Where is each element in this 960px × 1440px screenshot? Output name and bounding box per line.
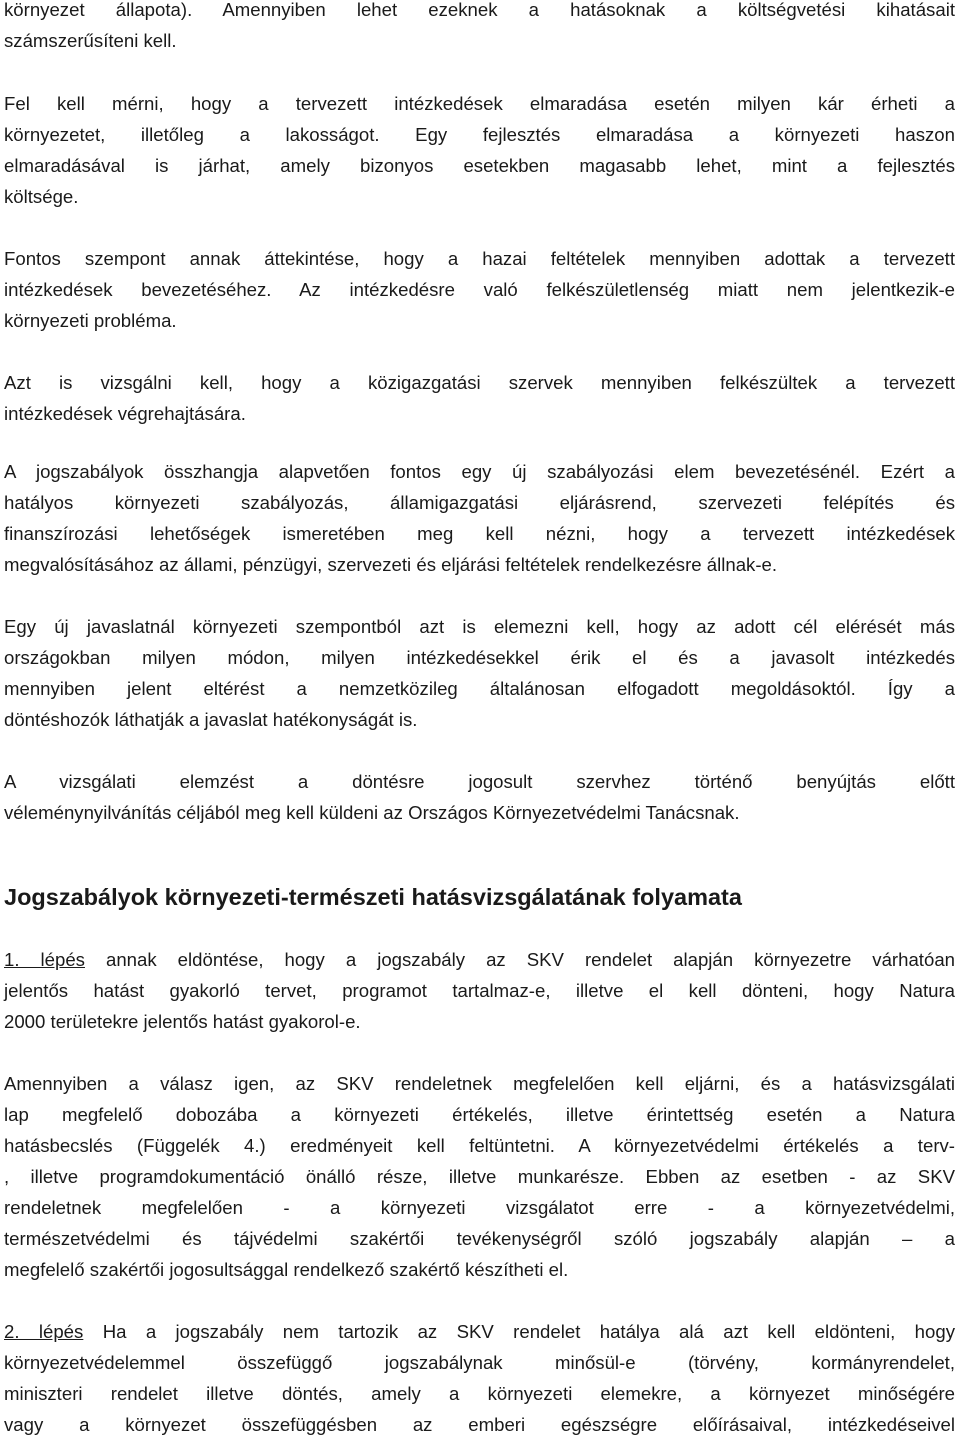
text-line: A jogszabályok összhangja alapvetően fontos egy új szabályozási elem bevezetésénél. Ezért a bbox=[4, 461, 955, 482]
text-line: intézkedések bevezetéséhez. Az intézkedésre való felkészületlenség miatt nem jelentkezik-e bbox=[4, 279, 955, 300]
text-line: , illetve programdokumentáció önálló része, illetve munkarésze. Ebben az esetben - az SKV bbox=[4, 1166, 955, 1187]
text-line: véleménynyilvánítás céljából meg kell küldeni az Országos Környezetvédelmi Tanácsnak. bbox=[4, 802, 740, 823]
text-line: országokban milyen módon, milyen intézkedésekkel érik el és a javasolt intézkedés bbox=[4, 647, 955, 668]
text-line: lap megfelelő dobozába a környezeti értékelés, illetve érintettség esetén a Natura bbox=[4, 1104, 955, 1125]
text-line: környezetvédelemmel összefüggő jogszabálynak minősül-e (törvény, kormányrendelet, bbox=[4, 1352, 955, 1373]
step1-text: annak eldöntése, hogy a jogszabály az SKV rendelet alapján környezetre várhatóan bbox=[84, 949, 955, 970]
text-line: Fontos szempont annak áttekintése, hogy a hazai feltételek mennyiben adottak a tervezett bbox=[4, 248, 955, 269]
step1-first-line bbox=[4, 944, 955, 975]
text-line: jelentős hatást gyakorló tervet, programot tartalmaz-e, illetve el kell dönteni, hogy Natura bbox=[4, 980, 955, 1001]
step2-label: 2. lépés bbox=[4, 1321, 84, 1342]
text-line: elmaradásával is járhat, amely bizonyos esetekben magasabb lehet, mint a fejlesztés bbox=[4, 155, 955, 176]
text-line: finanszírozási lehetőségek ismeretében meg kell nézni, hogy a tervezett intézkedések bbox=[4, 523, 955, 544]
text-line: intézkedések végrehajtására. bbox=[4, 403, 246, 424]
text-line: hatályos környezeti szabályozás, államigazgatási eljárásrend, szervezeti felépítés és bbox=[4, 492, 955, 513]
text-line: Amennyiben a válasz igen, az SKV rendeletnek megfelelően kell eljárni, és a hatásvizsgálati bbox=[4, 1073, 955, 1094]
text-line: miniszteri rendelet illetve döntés, amely a környezeti elemekre, a környezet minőségére bbox=[4, 1383, 955, 1404]
text-line: Fel kell mérni, hogy a tervezett intézkedések elmaradása esetén milyen kár érheti a bbox=[4, 93, 955, 114]
section-heading: Jogszabályok környezeti-természeti hatásvizsgálatának folyamata bbox=[4, 884, 742, 910]
text-line: Azt is vizsgálni kell, hogy a közigazgatási szervek mennyiben felkészültek a tervezett bbox=[4, 372, 955, 393]
text-line: megfelelő szakértői jogosultsággal rendelkező szakértő készítheti el. bbox=[4, 1259, 569, 1280]
text-line: környezeti probléma. bbox=[4, 310, 177, 331]
step1-label: 1. lépés bbox=[4, 949, 85, 970]
text-line: természetvédelmi és tájvédelmi szakértői tevékenységről szóló jogszabály alapján – a bbox=[4, 1228, 955, 1249]
text-line: 2000 területekre jelentős hatást gyakorol-e. bbox=[4, 1011, 361, 1032]
text-line: vagy a környezet összefüggésben az emberi egészségre előírásaival, intézkedéseivel bbox=[4, 1414, 955, 1435]
text-line: A vizsgálati elemzést a döntésre jogosult szervhez történő benyújtás előtt bbox=[4, 771, 955, 792]
text-line: döntéshozók láthatják a javaslat hatékonyságát is. bbox=[4, 709, 418, 730]
text-line: megvalósításához az állami, pénzügyi, szervezeti és eljárási feltételek rendelkezésre állnak-e. bbox=[4, 554, 778, 575]
text-line: környezet állapota). Amennyiben lehet ezeknek a hatásoknak a költségvetési kihatásait bbox=[4, 0, 955, 20]
step2-first-line bbox=[4, 1316, 955, 1347]
text-line: számszerűsíteni kell. bbox=[4, 30, 177, 51]
text-line: Egy új javaslatnál környezeti szempontból azt is elemezni kell, hogy az adott cél elérését más bbox=[4, 616, 955, 637]
text-line: költsége. bbox=[4, 186, 79, 207]
text-line: hatásbecslés (Függelék 4.) eredményeit kell feltüntetni. A környezetvédelmi értékelés a terv- bbox=[4, 1135, 955, 1156]
text-line: környezetet, illetőleg a lakosságot. Egy fejlesztés elmaradása a környezeti haszon bbox=[4, 124, 955, 145]
text-line: mennyiben jelent eltérést a nemzetközileg általánosan elfogadott megoldásoktól. Így a bbox=[4, 678, 955, 699]
text-line: rendeletnek megfelelően - a környezeti vizsgálatot erre - a környezetvédelmi, bbox=[4, 1197, 955, 1218]
step2-text: Ha a jogszabály nem tartozik az SKV rendelet hatálya alá azt kell eldönteni, hogy bbox=[83, 1321, 955, 1342]
